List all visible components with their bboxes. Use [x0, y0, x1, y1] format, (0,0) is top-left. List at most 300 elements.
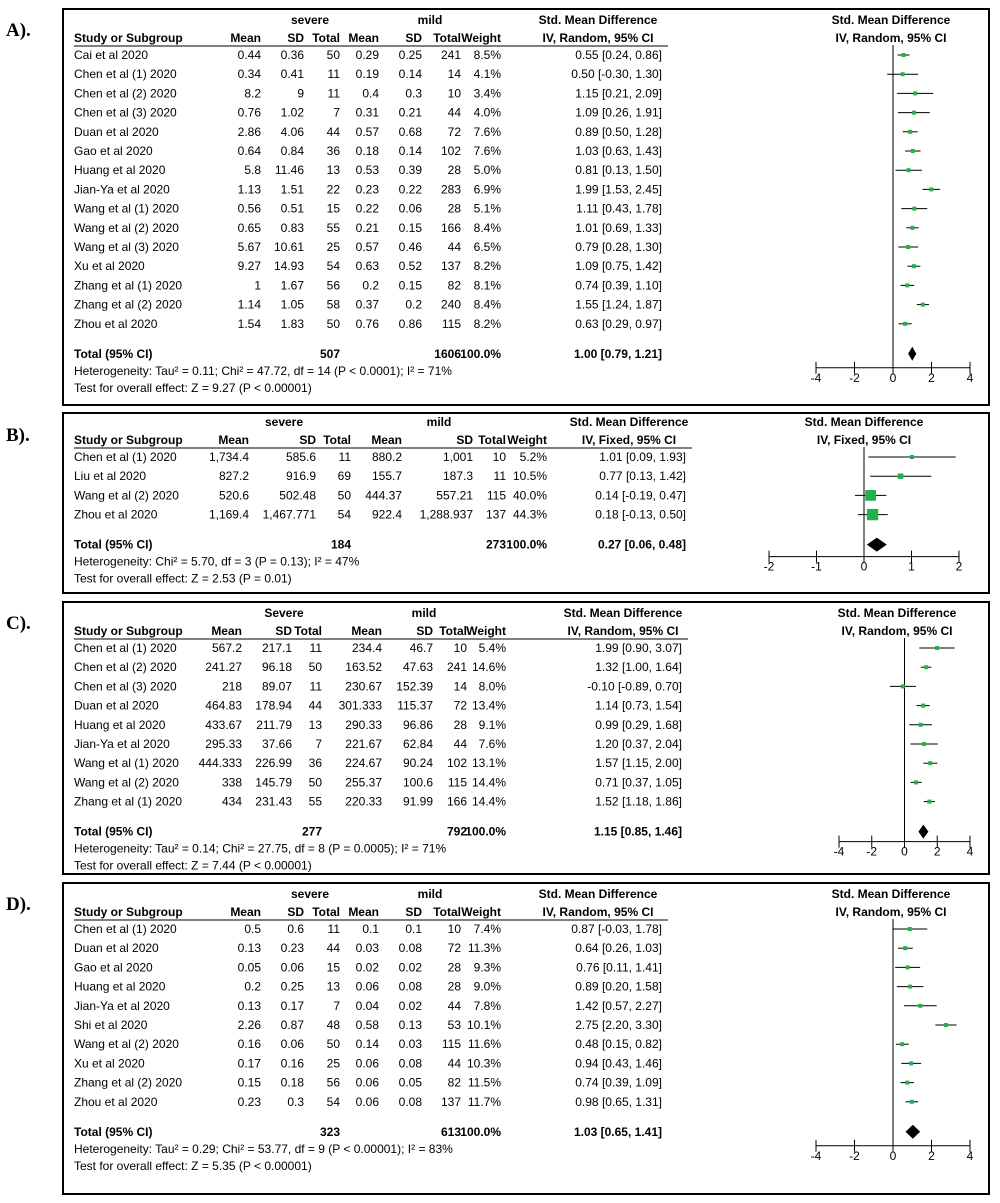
severe-total: 48 [326, 1018, 340, 1032]
column-header: Study or Subgroup [74, 624, 183, 638]
study-ci-text: 1.14 [0.73, 1.54] [595, 698, 682, 713]
mild-sd: 62.84 [402, 737, 433, 751]
severe-total-n: 277 [301, 824, 322, 839]
severe-total-n: 184 [330, 537, 351, 552]
pooled-diamond [918, 825, 928, 839]
column-header: Mean [371, 433, 402, 447]
total-ci-text: 1.03 [0.65, 1.41] [573, 1124, 662, 1139]
study-weight: 13.4% [471, 698, 506, 713]
mild-sd: 46.7 [409, 641, 433, 655]
x-tick-label: -4 [810, 1148, 822, 1163]
severe-sd: 0.17 [280, 998, 304, 1013]
effect-square [905, 283, 909, 287]
severe-total: 7 [315, 737, 322, 751]
mild-sd: 0.02 [398, 998, 422, 1013]
mild-sd: 0.02 [398, 960, 422, 975]
heterogeneity-text: Heterogeneity: Tau² = 0.11; Chi² = 47.72, df = 14 (P < 0.0001); I² = 71% [74, 363, 452, 378]
mild-sd: 91.99 [402, 794, 433, 809]
study-ci-text: 0.89 [0.50, 1.28] [575, 124, 662, 139]
mild-total: 44 [453, 737, 467, 751]
severe-total: 44 [326, 124, 340, 139]
study-name: Wang et al (2) 2020 [74, 775, 179, 790]
severe-sd: 0.87 [280, 1018, 304, 1032]
effect-square [924, 665, 928, 669]
study-name: Shi et al 2020 [74, 1018, 148, 1032]
severe-total: 69 [337, 469, 351, 484]
severe-sd: 1.05 [280, 297, 304, 312]
study-ci-text: 0.55 [0.24, 0.86] [575, 48, 662, 62]
mild-mean: 0.19 [355, 67, 379, 82]
severe-mean: 0.16 [237, 1037, 261, 1052]
mild-total: 166 [440, 220, 461, 235]
study-ci-text: 1.52 [1.18, 1.86] [595, 794, 682, 809]
mild-total: 28 [447, 201, 461, 216]
column-header: Total [478, 433, 506, 447]
forest-plot-panel-d [62, 882, 990, 1195]
study-weight: 7.6% [473, 144, 501, 158]
study-weight: 11.5% [467, 1075, 501, 1090]
mild-total: 137 [440, 259, 461, 274]
severe-total: 50 [326, 1037, 340, 1052]
column-header: SD [405, 905, 422, 919]
mild-total: 115 [486, 488, 506, 503]
severe-total: 50 [308, 775, 322, 790]
study-name: Chen et al (1) 2020 [74, 922, 177, 936]
study-name: Chen et al (2) 2020 [74, 660, 177, 675]
study-name: Wang et al (1) 2020 [74, 756, 179, 771]
column-header: SD [299, 433, 316, 447]
severe-total: 15 [326, 201, 340, 216]
effect-square [935, 646, 939, 650]
severe-sd: 585.6 [285, 450, 316, 464]
severe-mean: 0.5 [244, 922, 261, 936]
severe-mean: 9.27 [237, 259, 261, 274]
mild-mean: 0.1 [362, 922, 379, 936]
severe-sd: 96.18 [261, 660, 292, 675]
severe-mean: 1,734.4 [208, 450, 249, 464]
effect-square [908, 985, 912, 989]
study-ci-text: 0.14 [-0.19, 0.47] [595, 488, 686, 503]
pooled-diamond [867, 538, 887, 552]
severe-mean: 0.65 [237, 220, 261, 235]
mild-mean: 0.23 [355, 182, 379, 197]
study-ci-text: 0.98 [0.65, 1.31] [575, 1094, 662, 1109]
method-label-table: IV, Fixed, 95% CI [581, 433, 677, 447]
study-weight: 11.3% [467, 941, 501, 956]
severe-sd: 1.83 [280, 316, 304, 331]
study-weight: 9.3% [473, 960, 501, 975]
severe-sd: 9 [297, 86, 304, 101]
total-ci-text: 0.27 [0.06, 0.48] [597, 537, 686, 552]
mild-sd: 557.21 [436, 488, 473, 503]
mild-sd: 100.6 [402, 775, 433, 790]
severe-total: 22 [326, 182, 340, 197]
mild-mean: 155.7 [371, 469, 402, 484]
total-ci-text: 1.00 [0.79, 1.21] [573, 346, 662, 361]
mild-sd: 0.08 [398, 1094, 422, 1109]
severe-mean: 0.13 [237, 998, 261, 1013]
column-header: Study or Subgroup [74, 905, 183, 919]
severe-mean: 1.13 [237, 182, 261, 197]
severe-total: 13 [308, 717, 322, 732]
mild-mean: 0.4 [362, 86, 379, 101]
severe-mean: 444.333 [198, 756, 242, 771]
column-header: Study or Subgroup [74, 31, 183, 45]
mild-total: 137 [440, 1094, 461, 1109]
mild-total: 14 [447, 67, 461, 82]
effect-square [921, 303, 925, 307]
study-name: Gao et al 2020 [74, 144, 153, 158]
severe-mean: 1 [254, 278, 261, 293]
study-ci-text: 1.32 [1.00, 1.64] [595, 660, 682, 675]
study-weight: 8.5% [473, 48, 501, 62]
severe-total: 11 [338, 450, 351, 464]
study-name: Liu et al 2020 [74, 469, 147, 484]
mild-mean: 0.06 [355, 979, 379, 994]
study-name: Zhou et al 2020 [74, 316, 158, 331]
severe-mean: 520.6 [218, 488, 249, 503]
smd-header-plot: Std. Mean Difference [831, 887, 951, 901]
mild-total-n: 613 [440, 1124, 461, 1139]
mild-mean: 0.57 [355, 124, 379, 139]
effect-square [910, 1100, 914, 1104]
study-name: Chen et al (3) 2020 [74, 105, 177, 120]
study-ci-text: 1.42 [0.57, 2.27] [575, 998, 662, 1013]
x-tick-label: 2 [933, 844, 941, 859]
severe-mean: 8.2 [244, 86, 261, 101]
severe-mean: 0.13 [237, 941, 261, 956]
severe-mean: 827.2 [218, 469, 249, 484]
study-ci-text: -0.10 [-0.89, 0.70] [587, 679, 682, 694]
severe-mean: 0.56 [237, 201, 261, 216]
study-name: Wang et al (2) 2020 [74, 488, 179, 503]
column-header: SD [287, 905, 304, 919]
effect-square [910, 226, 914, 230]
total-label: Total (95% CI) [74, 346, 153, 361]
column-header: SD [456, 433, 473, 447]
severe-sd: 4.06 [280, 124, 304, 139]
column-header: Mean [348, 31, 379, 45]
study-weight: 8.2% [473, 259, 501, 274]
mild-sd: 0.25 [398, 48, 422, 62]
mild-total: 44 [447, 240, 461, 254]
panel-label-b: B). [6, 425, 30, 446]
study-weight: 8.1% [473, 278, 501, 293]
smd-header-plot: Std. Mean Difference [831, 13, 951, 27]
heterogeneity-text: Heterogeneity: Tau² = 0.29; Chi² = 53.77, df = 9 (P < 0.00001); I² = 83% [74, 1141, 453, 1156]
mild-total: 115 [441, 316, 461, 331]
study-weight: 7.6% [473, 124, 501, 139]
x-tick-label: -1 [811, 559, 822, 574]
column-header: SD [287, 31, 304, 45]
effect-square [910, 455, 914, 459]
severe-total: 7 [333, 998, 340, 1013]
effect-square [906, 245, 910, 249]
mild-mean: 220.33 [345, 794, 382, 809]
study-ci-text: 1.99 [0.90, 3.07] [595, 641, 682, 655]
effect-square [913, 91, 917, 95]
study-ci-text: 0.87 [-0.03, 1.78] [571, 922, 662, 936]
severe-total: 13 [326, 163, 340, 178]
mild-total-n: 273 [485, 537, 506, 552]
severe-sd: 37.66 [261, 737, 292, 751]
study-name: Wang et al (2) 2020 [74, 220, 179, 235]
total-weight: 100.0% [460, 346, 501, 361]
method-label-table: IV, Random, 95% CI [542, 905, 654, 919]
severe-sd: 0.84 [280, 144, 304, 158]
smd-header-plot: Std. Mean Difference [804, 415, 924, 429]
method-label-plot: IV, Fixed, 95% CI [816, 433, 912, 447]
study-ci-text: 0.89 [0.20, 1.58] [575, 979, 662, 994]
x-tick-label: 4 [966, 844, 974, 859]
mild-sd: 0.06 [398, 201, 422, 216]
effect-square [900, 1042, 904, 1046]
severe-sd: 0.06 [280, 1037, 304, 1052]
severe-mean: 0.23 [237, 1094, 261, 1109]
severe-mean: 0.15 [237, 1075, 261, 1090]
mild-mean: 0.21 [355, 220, 379, 235]
mild-mean: 444.37 [365, 488, 402, 503]
mild-sd: 0.15 [398, 220, 422, 235]
severe-total: 7 [333, 105, 340, 120]
x-tick-label: -2 [763, 559, 775, 574]
forest-plot-panel-c [62, 601, 990, 875]
study-name: Chen et al (2) 2020 [74, 86, 177, 101]
severe-sd: 226.99 [255, 756, 292, 771]
mild-mean: 0.02 [355, 960, 379, 975]
study-ci-text: 1.09 [0.75, 1.42] [575, 259, 662, 274]
study-weight: 5.0% [473, 163, 501, 178]
mild-total: 11 [493, 469, 506, 484]
study-ci-text: 0.48 [0.15, 0.82] [575, 1037, 662, 1052]
study-ci-text: 0.71 [0.37, 1.05] [595, 775, 682, 790]
x-tick-label: -2 [866, 844, 878, 859]
mild-total: 28 [447, 979, 461, 994]
mild-mean: 0.29 [355, 48, 379, 62]
x-tick-label: 2 [955, 559, 963, 574]
study-weight: 9.0% [473, 979, 501, 994]
study-weight: 8.2% [473, 316, 501, 331]
total-weight: 100.0% [465, 824, 506, 839]
severe-mean: 0.64 [237, 144, 261, 158]
mild-mean: 221.67 [345, 737, 382, 751]
column-header: Weight [461, 905, 501, 919]
severe-sd: 89.07 [261, 679, 292, 694]
study-ci-text: 1.11 [0.43, 1.78] [576, 201, 662, 216]
forest-plot-d-canvas [64, 884, 988, 1193]
severe-sd: 0.3 [287, 1094, 304, 1109]
mild-sd: 0.52 [398, 259, 422, 274]
mild-total: 115 [441, 1037, 461, 1052]
column-header: Weight [466, 624, 506, 638]
study-ci-text: 0.18 [-0.13, 0.50] [595, 507, 686, 522]
study-ci-text: 0.63 [0.29, 0.97] [575, 316, 662, 331]
mild-mean: 163.52 [345, 660, 382, 675]
study-name: Wang et al (3) 2020 [74, 240, 179, 254]
smd-header-plot: Std. Mean Difference [837, 606, 957, 620]
mild-total: 102 [440, 144, 461, 158]
effect-square [901, 72, 905, 76]
panel-label-c: C). [6, 613, 31, 634]
study-name: Huang et al 2020 [74, 979, 166, 994]
effect-square [867, 509, 878, 520]
smd-header-table: Std. Mean Difference [538, 887, 658, 901]
forest-plot-panel-a [62, 8, 990, 406]
severe-total: 36 [308, 756, 322, 771]
mild-mean: 0.58 [355, 1018, 379, 1032]
effect-square [865, 490, 876, 501]
mild-mean: 0.63 [355, 259, 379, 274]
severe-total: 11 [327, 922, 340, 936]
study-weight: 8.4% [473, 220, 501, 235]
group1-header: severe [290, 13, 330, 27]
pooled-diamond [906, 1125, 921, 1139]
effect-square [902, 53, 906, 57]
study-weight: 44.3% [512, 507, 547, 522]
column-header: Total [312, 31, 340, 45]
total-ci-text: 1.15 [0.85, 1.46] [593, 824, 682, 839]
study-name: Wang et al (1) 2020 [74, 201, 179, 216]
column-header: Study or Subgroup [74, 433, 183, 447]
forest-plot-b-canvas [64, 414, 988, 592]
column-header: Total [312, 905, 340, 919]
study-name: Chen et al (1) 2020 [74, 641, 177, 655]
effect-square [905, 1081, 909, 1085]
severe-mean: 464.83 [205, 698, 242, 713]
severe-sd: 0.6 [287, 922, 304, 936]
mild-sd: 1,288.937 [419, 507, 473, 522]
study-weight: 5.2% [519, 450, 547, 464]
severe-sd: 0.16 [280, 1056, 304, 1071]
column-header: Mean [211, 624, 242, 638]
pooled-diamond [908, 347, 916, 361]
study-weight: 14.4% [471, 794, 506, 809]
mild-mean: 0.2 [362, 278, 379, 293]
severe-mean: 295.33 [205, 737, 242, 751]
mild-sd: 0.1 [405, 922, 422, 936]
study-ci-text: 0.64 [0.26, 1.03] [575, 941, 662, 956]
column-header: Mean [348, 905, 379, 919]
study-name: Zhou et al 2020 [74, 1094, 158, 1109]
severe-total: 25 [326, 1056, 340, 1071]
effect-square [909, 1061, 913, 1065]
severe-mean: 2.86 [237, 124, 261, 139]
mild-total: 14 [453, 679, 467, 694]
effect-square [908, 927, 912, 931]
study-weight: 10.1% [466, 1018, 501, 1032]
mild-sd: 47.63 [402, 660, 433, 675]
study-weight: 4.0% [473, 105, 501, 120]
severe-total-n: 323 [319, 1124, 340, 1139]
study-ci-text: 1.15 [0.21, 2.09] [575, 86, 662, 101]
mild-mean: 0.03 [355, 941, 379, 956]
severe-sd: 1.02 [280, 105, 304, 120]
severe-mean: 0.76 [237, 105, 261, 120]
study-weight: 10.3% [466, 1056, 501, 1071]
mild-total-n: 792 [446, 824, 467, 839]
mild-total: 28 [447, 163, 461, 178]
x-tick-label: -4 [833, 844, 845, 859]
x-tick-label: 4 [966, 1148, 974, 1163]
smd-header-table: Std. Mean Difference [538, 13, 658, 27]
severe-mean: 2.26 [237, 1018, 261, 1032]
x-tick-label: 0 [860, 559, 868, 574]
effect-square [919, 723, 923, 727]
severe-mean: 1.14 [237, 297, 261, 312]
column-header: Mean [230, 31, 261, 45]
severe-sd: 211.79 [256, 717, 292, 732]
study-weight: 8.4% [473, 297, 501, 312]
mild-sd: 152.39 [396, 679, 433, 694]
severe-mean: 241.27 [205, 660, 242, 675]
effect-square [914, 780, 918, 784]
severe-mean: 0.17 [237, 1056, 261, 1071]
severe-total-n: 507 [319, 346, 340, 361]
mild-sd: 187.3 [442, 469, 473, 484]
group1-header: severe [264, 415, 304, 429]
study-weight: 8.0% [478, 679, 506, 694]
column-header: Mean [218, 433, 249, 447]
effect-square [921, 704, 925, 708]
severe-mean: 0.34 [237, 67, 261, 82]
severe-total: 56 [326, 278, 340, 293]
study-name: Zhang et al (2) 2020 [74, 1075, 183, 1090]
group2-header: mild [417, 13, 443, 27]
severe-sd: 231.43 [255, 794, 292, 809]
total-label: Total (95% CI) [74, 1124, 153, 1139]
overall-effect-text: Test for overall effect: Z = 5.35 (P < 0.00001) [74, 1158, 312, 1173]
study-weight: 40.0% [512, 488, 547, 503]
x-tick-label: 1 [908, 559, 915, 574]
effect-square [928, 761, 932, 765]
effect-square [912, 207, 916, 211]
total-label: Total (95% CI) [74, 824, 153, 839]
mild-total: 102 [446, 756, 467, 771]
group2-header: mild [411, 606, 437, 620]
x-tick-label: -2 [849, 370, 860, 385]
mild-total: 283 [440, 182, 461, 197]
severe-mean: 567.2 [211, 641, 242, 655]
study-ci-text: 1.99 [1.53, 2.45] [575, 182, 662, 197]
study-name: Zhou et al 2020 [74, 507, 158, 522]
mild-sd: 0.15 [398, 278, 422, 293]
total-label: Total (95% CI) [74, 537, 153, 552]
study-weight: 5.4% [478, 641, 506, 655]
study-weight: 13.1% [471, 756, 506, 771]
severe-total: 54 [326, 259, 340, 274]
mild-total: 241 [446, 660, 467, 675]
study-ci-text: 1.20 [0.37, 2.04] [595, 737, 682, 751]
study-weight: 10.5% [512, 469, 547, 484]
column-header: SD [416, 624, 433, 638]
mild-mean: 0.06 [355, 1056, 379, 1071]
mild-mean: 255.37 [345, 775, 382, 790]
study-name: Chen et al (1) 2020 [74, 67, 177, 82]
severe-sd: 0.41 [280, 67, 304, 82]
severe-sd: 14.93 [273, 259, 304, 274]
severe-mean: 1.54 [237, 316, 261, 331]
study-weight: 7.6% [478, 737, 506, 751]
study-weight: 6.9% [473, 182, 501, 197]
mild-total: 44 [447, 105, 461, 120]
heterogeneity-text: Heterogeneity: Tau² = 0.14; Chi² = 27.75, df = 8 (P = 0.0005); I² = 71% [74, 841, 447, 856]
study-name: Xu et al 2020 [74, 259, 145, 274]
study-ci-text: 2.75 [2.20, 3.30] [575, 1018, 662, 1032]
effect-square [898, 473, 904, 479]
study-ci-text: 1.57 [1.15, 2.00] [595, 756, 682, 771]
severe-sd: 0.25 [280, 979, 304, 994]
mild-sd: 0.14 [398, 67, 422, 82]
